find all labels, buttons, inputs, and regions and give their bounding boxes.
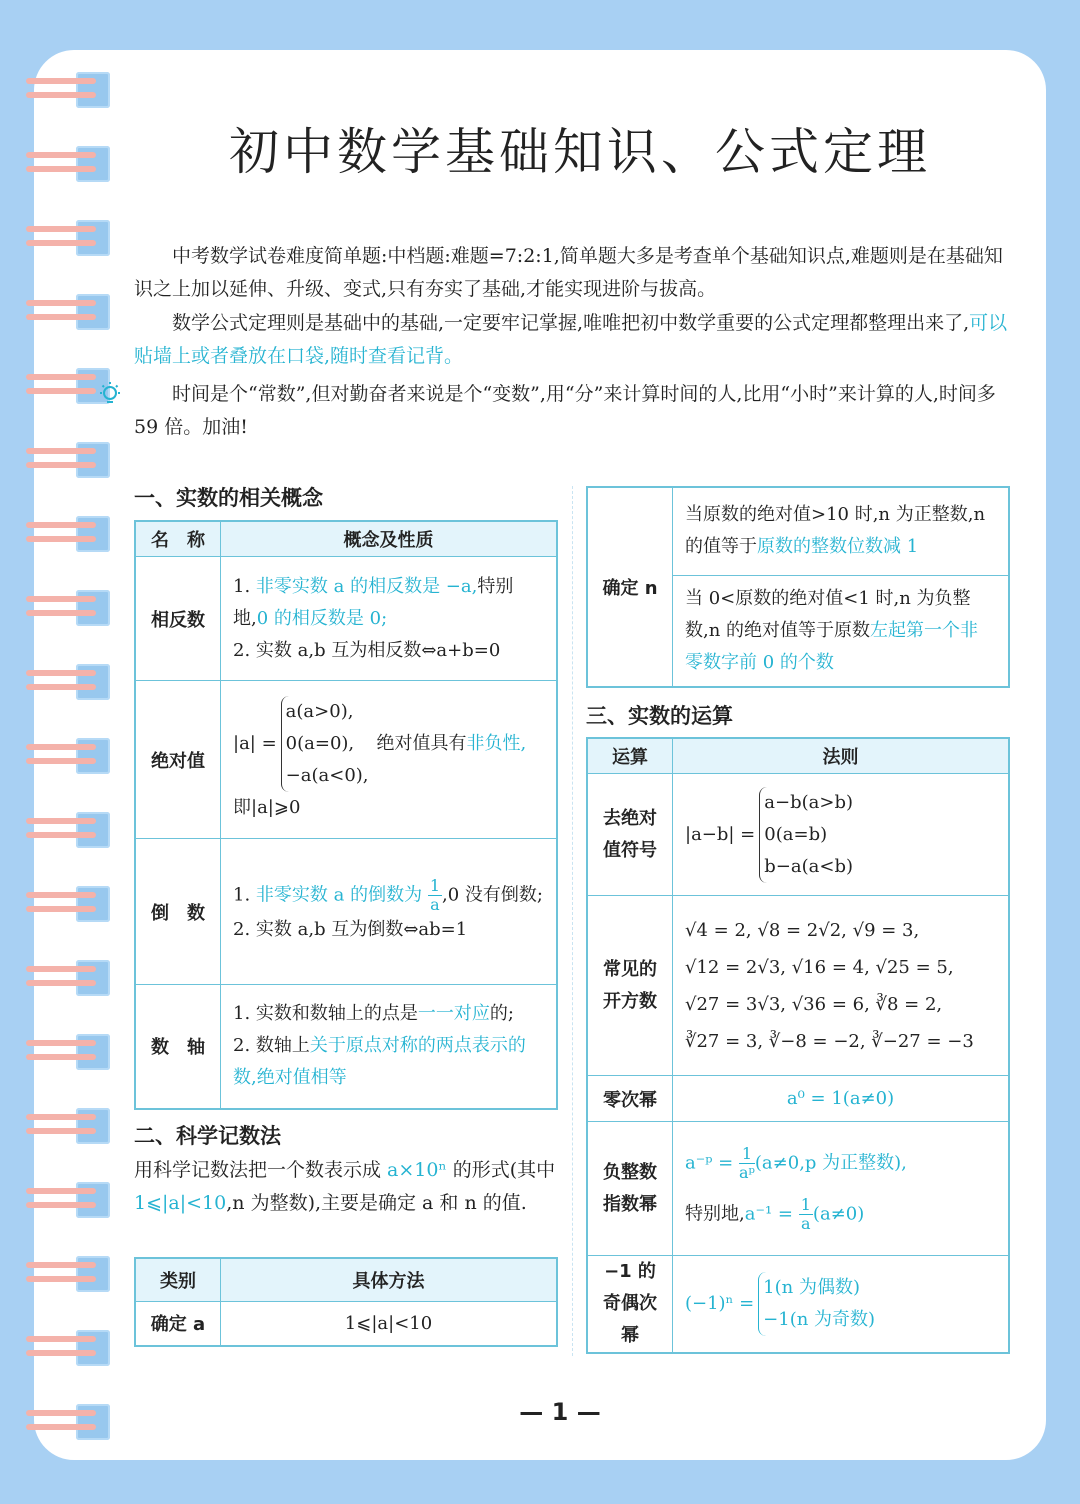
intro-paragraph-2: 数学公式定理则是基础中的基础,一定要牢记掌握,唯唯把初中数学重要的公式定理都整理出来了,可以贴墙上或者叠放在口袋,随时查看记背。 xyxy=(134,312,1008,367)
binding-ring xyxy=(26,1108,112,1146)
row-zero-name: 零次幂 xyxy=(587,1076,673,1122)
row-roots-content: √4 = 2, √8 = 2√2, √9 = 3, √12 = 2√3, √16 = 4, √25 = 5, √27 = 3√3, √36 = 6, ∛8 = 2, ∛27 = 3, ∛−8 = −2, ∛−27 = −3 xyxy=(673,896,1010,1076)
row-absolute-content: |a| = a(a>0), 0(a=0), −a(a<0), 绝对值具有非负性, 即|a|⩾0 xyxy=(221,681,558,839)
page-number: — 1 — xyxy=(519,1398,601,1426)
row-parity-name: −1 的奇偶次幂 xyxy=(587,1256,673,1354)
row-numberline-name: 数 轴 xyxy=(135,985,221,1109)
binding-ring xyxy=(26,1034,112,1072)
row-reciprocal-name: 倒 数 xyxy=(135,839,221,985)
binding-ring xyxy=(26,442,112,480)
sci-notation-table-right xyxy=(586,486,1010,688)
row-numberline-content: 1. 实数和数轴上的点是一一对应的; 2. 数轴上关于原点对称的两点表示的数,绝对值相等 xyxy=(221,985,558,1109)
section-2-heading: 二、科学记数法 xyxy=(134,1124,281,1148)
col-header-operation: 运算 xyxy=(587,738,673,774)
row-abs-content: |a−b| = a−b(a>b) 0(a=b) b−a(a<b) xyxy=(673,774,1010,896)
piecewise-brace: 1(n 为偶数) −1(n 为奇数) xyxy=(758,1272,875,1336)
page-title: 初中数学基础知识、公式定理 xyxy=(229,123,931,181)
binding-ring xyxy=(26,1404,112,1442)
sci-notation-table-left xyxy=(134,1257,558,1347)
section-3-heading: 三、实数的运算 xyxy=(586,704,733,728)
col-header-property: 概念及性质 xyxy=(221,521,558,557)
row-opposite-content: 1. 非零实数 a 的相反数是 −a,特别地,0 的相反数是 0; 2. 实数 a,b 互为相反数⇔a+b=0 xyxy=(221,557,558,681)
binding-ring xyxy=(26,960,112,998)
row-roots-name: 常见的开方数 xyxy=(587,896,673,1076)
row-n-negative: 当 0<原数的绝对值<1 时,n 为负整数,n 的绝对值等于原数左起第一个非零数字前 0 的个数 xyxy=(673,575,1010,687)
sci-notation-text: 用科学记数法把一个数表示成 a×10ⁿ 的形式(其中 1⩽|a|<10,n 为整数),主要是确定 a 和 n 的值. xyxy=(134,1159,556,1214)
real-number-table xyxy=(134,520,558,1110)
fraction: $\frac{1}{a}$ xyxy=(429,876,441,914)
binding-ring xyxy=(26,294,112,332)
binding-ring xyxy=(26,220,112,258)
row-n-positive: 当原数的绝对值>10 时,n 为正整数,n 的值等于原数的整数位数减 1 xyxy=(673,487,1010,575)
piecewise-brace: a(a>0), 0(a=0), −a(a<0), xyxy=(281,696,369,792)
binding-ring xyxy=(26,1182,112,1220)
row-parity-content: (−1)ⁿ = 1(n 为偶数) −1(n 为奇数) xyxy=(673,1256,1010,1354)
row-neg-content: a⁻ᵖ = $\frac{1}{\text{aᵖ}}$ (a≠0,p 为正整数), 特别地,a⁻¹ = $\frac{1}{a}$ (a≠0) xyxy=(673,1122,1010,1256)
binding-ring xyxy=(26,738,112,776)
section-1-heading: 一、实数的相关概念 xyxy=(134,486,323,510)
binding-ring xyxy=(26,664,112,702)
col-header-type: 类别 xyxy=(135,1258,221,1302)
fraction: $\frac{1}{a}$ xyxy=(800,1194,811,1233)
binding-ring xyxy=(26,516,112,554)
binding-ring xyxy=(26,72,112,110)
row-opposite-name: 相反数 xyxy=(135,557,221,681)
row-n-name: 确定 n xyxy=(587,487,673,687)
col-header-name: 名 称 xyxy=(135,521,221,557)
row-abs-name: 去绝对值符号 xyxy=(587,774,673,896)
row-a-name: 确定 a xyxy=(135,1302,221,1346)
fraction: $\frac{1}{\text{aᵖ}}$ xyxy=(738,1143,755,1182)
row-absolute-name: 绝对值 xyxy=(135,681,221,839)
row-zero-rule: a⁰ = 1(a≠0) xyxy=(673,1076,1010,1122)
operations-table xyxy=(586,737,1010,1354)
binding-ring xyxy=(26,1256,112,1294)
column-divider xyxy=(572,486,573,1356)
col-header-method: 具体方法 xyxy=(221,1258,558,1302)
col-header-rule: 法则 xyxy=(673,738,1010,774)
intro-paragraph-1: 中考数学试卷难度简单题:中档题:难题=7:2:1,简单题大多是考查单个基础知识点,难题则是在基础知识之上加以延伸、升级、变式,只有夯实了基础,才能实现进阶与拔高。 xyxy=(134,245,1003,300)
binding-ring xyxy=(26,812,112,850)
binding-ring xyxy=(26,590,112,628)
piecewise-brace: a−b(a>b) 0(a=b) b−a(a<b) xyxy=(759,787,853,883)
intro-tip: 时间是个“常数”,但对勤奋者来说是个“变数”,用“分”来计算时间的人,比用“小时”来计算的人,时间多 59 倍。加油! xyxy=(134,378,1010,444)
lightbulb-icon xyxy=(96,380,124,419)
binding-ring xyxy=(26,886,112,924)
row-neg-name: 负整数指数幂 xyxy=(587,1122,673,1256)
binding-ring xyxy=(26,1330,112,1368)
spiral-binding xyxy=(0,0,120,1504)
row-reciprocal-content: 1. 非零实数 a 的倒数为 $\frac{1}{a}$ ,0 没有倒数; 2. 实数 a,b 互为倒数⇔ab=1 xyxy=(221,839,558,985)
row-a-value: 1⩽|a|<10 xyxy=(221,1302,558,1346)
binding-ring xyxy=(26,146,112,184)
